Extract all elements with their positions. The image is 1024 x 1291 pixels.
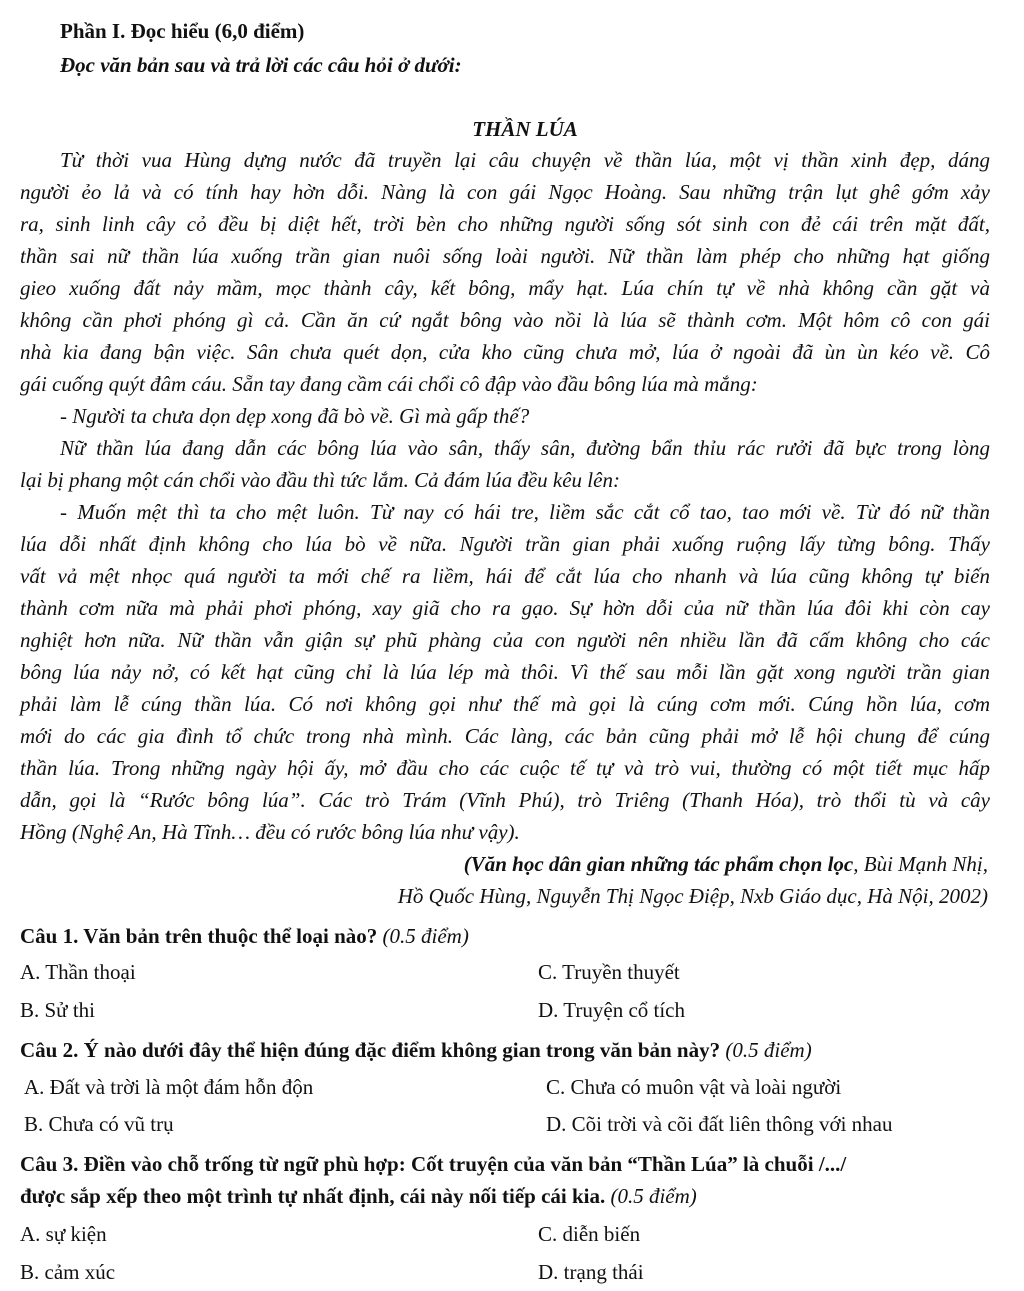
source-book-title: (Văn học dân gian những tác phẩm chọn lọc <box>463 852 854 876</box>
q3-option-c[interactable]: C. diễn biến <box>538 1222 641 1246</box>
story-line: mới do các gia đình tổ chức trong nhà mình. Các làng, các bản cũng phải mở lễ hội chung để cúng <box>20 724 990 748</box>
story-line: nhà kia đang bận việc. Sân chưa quét dọn, cửa kho cũng chưa mở, lúa ở ngoài đã ùn ùn kéo về. Cô <box>20 340 990 364</box>
question-2 <box>20 1038 812 1062</box>
question-1-points: (0.5 điểm) <box>382 924 469 948</box>
q3-option-b[interactable]: B. cảm xúc <box>20 1260 116 1284</box>
story-line: dẫn, gọi là “Rước bông lúa”. Các trò Trám (Vĩnh Phú), trò Triêng (Thanh Hóa), trò thổi tù và cây <box>20 788 990 812</box>
story-line: nghiệt hơn nữa. Nữ thần vẫn giận sự phũ phàng của con người nên nhiều lần đã cấm không cho các <box>20 628 990 652</box>
q2-option-b[interactable]: B. Chưa có vũ trụ <box>24 1112 174 1136</box>
q1-option-d[interactable]: D. Truyện cổ tích <box>538 998 685 1022</box>
q1-option-b[interactable]: B. Sử thi <box>20 998 95 1022</box>
story-line: lúa dỗi nhất định không cho lúa bò về nữa. Người trần gian phải xuống ruộng lấy từng bông. Thấy <box>20 532 990 556</box>
story-line: Hồng (Nghệ An, Hà Tĩnh… đều có rước bông lúa như vậy). <box>20 820 520 844</box>
story-line: phải làm lễ cúng thần lúa. Có nơi không gọi như thế mà gọi là cúng cơm mới. Cúng hồn lúa, cơm <box>20 692 990 716</box>
q2-option-c[interactable]: C. Chưa có muôn vật và loài người <box>546 1075 842 1099</box>
story-line: Nữ thần lúa đang dẫn các bông lúa vào sân, thấy sân, đường bẩn thỉu rác rưởi đã bực trong lòng <box>60 436 990 460</box>
question-3-points: (0.5 điểm) <box>610 1184 697 1208</box>
q3-option-a[interactable]: A. sự kiện <box>20 1222 107 1246</box>
source-citation-line2: Hồ Quốc Hùng, Nguyễn Thị Ngọc Điệp, Nxb Giáo dục, Hà Nội, 2002) <box>397 884 988 908</box>
q2-option-d[interactable]: D. Cõi trời và cõi đất liên thông với nhau <box>546 1112 893 1136</box>
source-authors: , Bùi Mạnh Nhị, <box>853 852 988 876</box>
q1-option-c[interactable]: C. Truyền thuyết <box>538 960 680 984</box>
question-1 <box>20 924 469 948</box>
story-line: không cần phơi phóng gì cả. Cần ăn cứ ngắt bông vào nồi là lúa sẽ thành cơm. Một hôm cô con gái <box>20 308 990 332</box>
question-3-stem-line2: được sắp xếp theo một trình tự nhất định, cái này nối tiếp cái kia. <box>20 1184 606 1208</box>
story-line: vất vả mệt nhọc quá người ta mới chế ra liềm, hái để cắt lúa cho nhanh và lúa cũng không tự biến <box>20 564 990 588</box>
story-title: THẦN LÚA <box>472 117 578 141</box>
story-line: thần lúa. Trong những ngày hội ấy, mở đầu cho các cuộc tế tự và trò vui, thường có một tiết mục hấp <box>20 756 990 780</box>
q3-option-d[interactable]: D. trạng thái <box>538 1260 644 1284</box>
story-line: Từ thời vua Hùng dựng nước đã truyền lại câu chuyện về thần lúa, một vị thần xinh đẹp, dáng <box>60 148 990 172</box>
question-3-stem-line1: Câu 3. Điền vào chỗ trống từ ngữ phù hợp: Cốt truyện của văn bản “Thần Lúa” là chuỗi /.../ <box>20 1152 847 1176</box>
question-3-stem-line2-wrap <box>20 1184 697 1208</box>
question-2-stem: Câu 2. Ý nào dưới đây thể hiện đúng đặc điểm không gian trong văn bản này? <box>20 1038 721 1062</box>
section-heading: Phần I. Đọc hiểu (6,0 điểm) <box>60 19 305 43</box>
story-line: lại bị phang một cán chổi vào đầu thì tức lắm. Cả đám lúa đều kêu lên: <box>20 468 620 492</box>
story-line: thành cơm nữa mà phải phơi phóng, xay giã cho ra gạo. Sự hờn dỗi của nữ thần lúa đôi khi còn cay <box>20 596 990 620</box>
question-1-stem: Câu 1. Văn bản trên thuộc thể loại nào? <box>20 924 378 948</box>
story-line: thần sai nữ thần lúa xuống trần gian nuôi sống loài người. Nữ thần làm phép cho những hạt giống <box>20 244 990 268</box>
story-line: người ẻo lả và có tính hay hờn dỗi. Nàng là con gái Ngọc Hoàng. Sau những trận lụt ghê gớm xảy <box>20 180 990 204</box>
story-line: - Người ta chưa dọn dẹp xong đã bò về. Gì mà gấp thế? <box>60 404 530 428</box>
story-line: bông lúa nảy nở, có kết hạt cũng chỉ là lúa lép mà thôi. Vì thế sau mỗi lần gặt xong người trần gian <box>20 660 990 684</box>
q1-option-a[interactable]: A. Thần thoại <box>20 960 136 984</box>
story-line: - Muốn mệt thì ta cho mệt luôn. Từ nay có hái tre, liềm sắc cắt cổ tao, tao mới về. Từ đó nữ thần <box>60 500 990 524</box>
story-line: gái cuống quýt đâm cáu. Sẵn tay đang cầm cái chổi cô đập vào đầu bông lúa mà mắng: <box>20 372 758 396</box>
source-citation-line1 <box>300 852 988 876</box>
story-line: ra, sinh linh cây cỏ đều bị diệt hết, trời bèn cho những người sống sót sinh con đẻ cái trên mặt đất, <box>20 212 990 236</box>
story-line: gieo xuống đất nảy mầm, mọc thành cây, kết bông, mẩy hạt. Lúa chín tự về nhà không cần gặt và <box>20 276 990 300</box>
q2-option-a[interactable]: A. Đất và trời là một đám hỗn độn <box>24 1075 314 1099</box>
question-2-points: (0.5 điểm) <box>725 1038 812 1062</box>
section-instruction: Đọc văn bản sau và trả lời các câu hỏi ở dưới: <box>60 53 462 77</box>
